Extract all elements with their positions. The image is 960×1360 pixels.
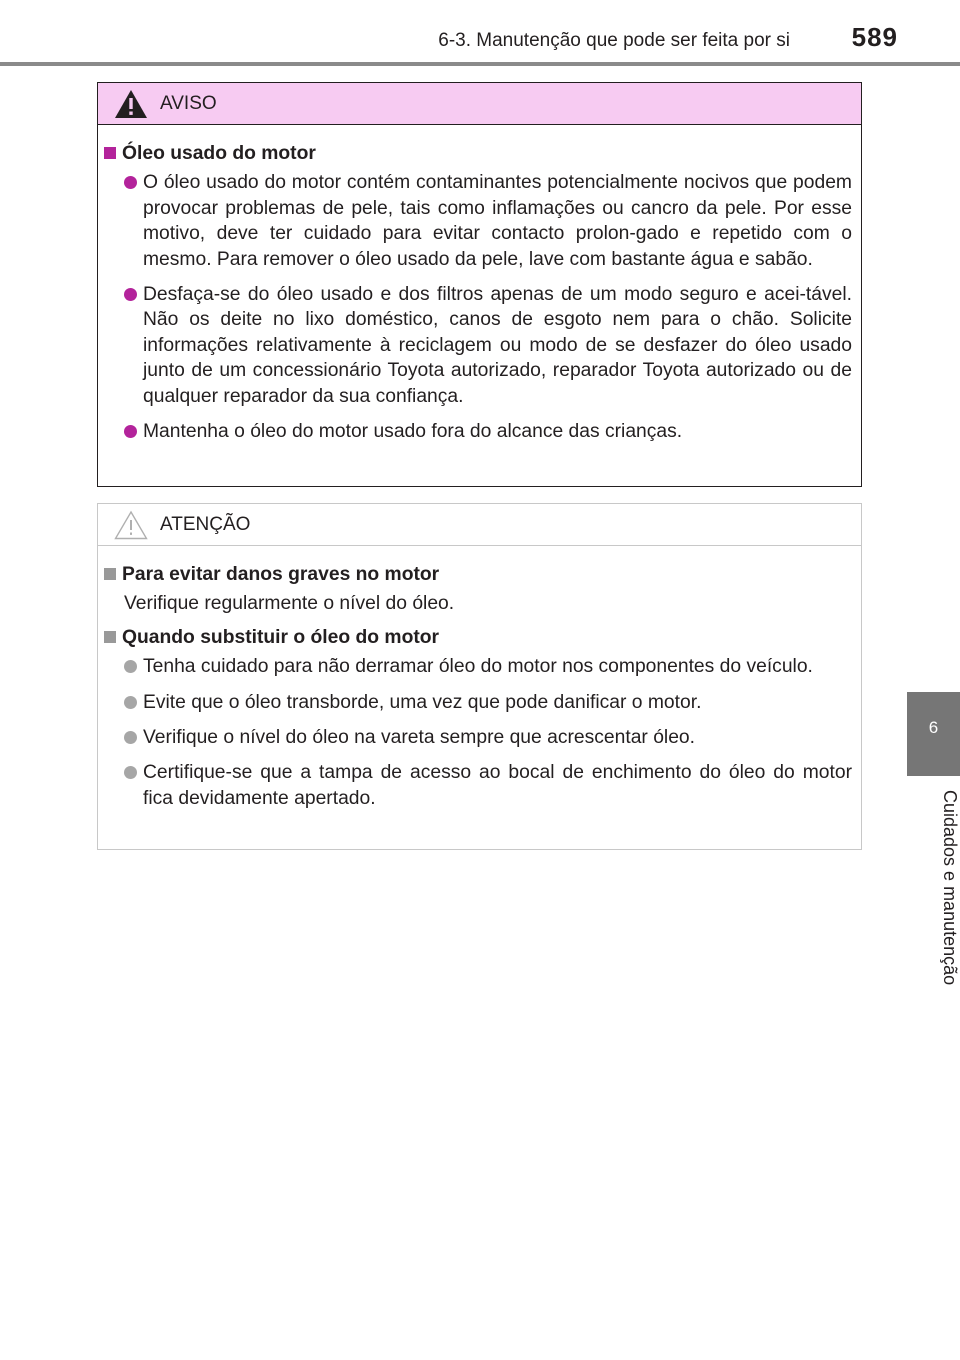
round-bullet-icon xyxy=(124,766,137,779)
list-item-text: Mantenha o óleo do motor usado fora do alcance das crianças. xyxy=(143,421,683,443)
list-item xyxy=(124,760,852,811)
caution-paragraph: Verifique regularmente o nível do óleo. xyxy=(124,593,455,615)
round-bullet-icon xyxy=(124,176,137,189)
square-bullet-icon xyxy=(104,568,116,580)
header-divider xyxy=(0,62,960,66)
warning-box xyxy=(97,82,862,487)
list-item-text: Certifique-se que a tampa de acesso ao bocal de enchimento do óleo do motor fica devidamente apertado. xyxy=(143,762,852,809)
caution-heading-2-text: Quando substituir o óleo do motor xyxy=(122,626,440,648)
caution-triangle-outline-icon xyxy=(114,510,148,540)
page-number: 589 xyxy=(851,22,898,52)
warning-heading-text: Óleo usado do motor xyxy=(122,143,316,164)
warning-box-body xyxy=(98,125,861,444)
round-bullet-icon xyxy=(124,731,137,744)
list-item-text: O óleo usado do motor contém contaminantes potencialmente nocivos que podem provocar problemas de pele, tais como inflamações ou cancro da pele. Por esse motivo, deve ter cuidado para evitar contacto prolon-gado e repetido com o mesmo. Para remover o óleo usado da pele, lave com bastante água e sabão. xyxy=(143,172,852,270)
list-item xyxy=(124,170,852,272)
chapter-label: Cuidados e manutenção xyxy=(940,790,960,986)
warning-heading xyxy=(104,141,852,166)
caution-box-title: ATENÇÃO xyxy=(160,513,251,535)
section-title: 6-3. Manutenção que pode ser feita por si xyxy=(438,30,790,51)
caution-box xyxy=(97,503,862,850)
warning-box-header xyxy=(98,83,861,125)
round-bullet-icon xyxy=(124,425,137,438)
list-item xyxy=(124,419,852,444)
list-item xyxy=(124,282,852,409)
warning-box-title: AVISO xyxy=(160,92,217,114)
caution-heading-1-text: Para evitar danos graves no motor xyxy=(122,564,440,585)
caution-heading-1 xyxy=(104,562,852,587)
chapter-tab[interactable]: 6 xyxy=(907,692,960,776)
round-bullet-icon xyxy=(124,696,137,709)
list-item-text: Desfaça-se do óleo usado e dos filtros apenas de um modo seguro e acei-tável. Não os deite no lixo doméstico, canos de esgoto nem para o chão. Solicite informações relativamente à reciclagem ou modo de se desfazer do óleo usado junto de um concessionário Toyota autorizado, reparador Toyota autorizado ou de qualquer reparador da sua confiança. xyxy=(143,284,852,407)
list-item xyxy=(124,690,852,715)
caution-heading-2 xyxy=(104,625,852,650)
round-bullet-icon xyxy=(124,660,137,673)
list-item-text: Tenha cuidado para não derramar óleo do motor nos componentes do veículo. xyxy=(143,656,813,678)
list-item-text: Evite que o óleo transborde, uma vez que pode danificar o motor. xyxy=(143,691,702,713)
list-item xyxy=(124,654,852,679)
square-bullet-icon xyxy=(104,147,116,159)
list-item-text: Verifique o nível do óleo na vareta sempre que acrescentar óleo. xyxy=(143,727,696,749)
caution-box-header xyxy=(98,504,861,546)
caution-box-body xyxy=(98,546,861,811)
square-bullet-icon xyxy=(104,631,116,643)
list-item xyxy=(124,725,852,750)
round-bullet-icon xyxy=(124,288,137,301)
warning-triangle-icon xyxy=(114,89,148,119)
